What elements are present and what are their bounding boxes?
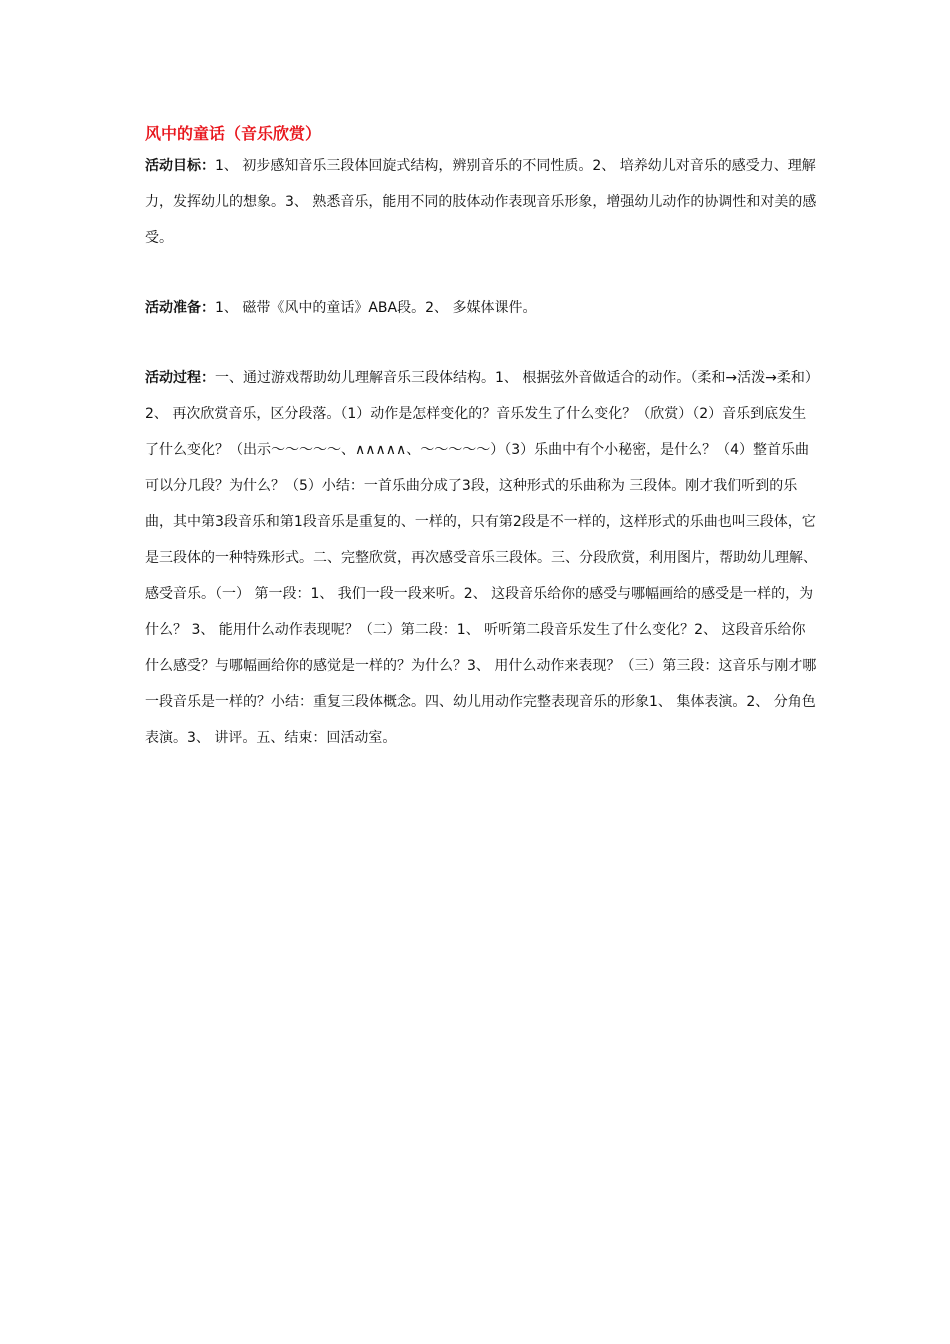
section-spacer xyxy=(145,326,817,360)
preparation-paragraph xyxy=(145,290,817,326)
document-title: 风中的童话（音乐欣赏） xyxy=(145,124,322,143)
goals-paragraph xyxy=(145,148,817,256)
goals-label: 活动目标： xyxy=(145,158,215,174)
preparation-text: 1、 磁带《风中的童话》ABA段。2、 多媒体课件。 xyxy=(215,300,537,316)
process-paragraph xyxy=(145,360,817,756)
process-text: 一、通过游戏帮助幼儿理解音乐三段体结构。1、 根据弦外音做适合的动作。（柔和→活泼→柔和）2、 再次欣赏音乐，区分段落。（1）动作是怎样变化的？音乐发生了什么变化？（欣赏）（2）音乐到底发生了什么变化？（出示～～～～～、∧∧∧∧∧、～～～～～）（3）乐曲中有个小秘密，是什么？（4）整首乐曲可以分几段？为什么？（5）小结：一首乐曲分成了3段，这种形式的乐曲称为 三段体。刚才我们听到的乐曲，其中第3段音乐和第1段音乐是重复的、一样的，只有第2段是不一样的，这样形式的乐曲也叫三段体，它是三段体的一种特殊形式。二、完整欣赏，再次感受音乐三段体。三、分段欣赏，利用图片，帮助幼儿理解、感受音乐。（一） 第一段：1、 我们一段一段来听。2、 这段音乐给你的感受与哪幅画给的感受是一样的，为什么？ 3、 能用什么动作表现呢？（二）第二段：1、 听听第二段音乐发生了什么变化？2、 这段音乐给你什么感受？与哪幅画给你的感觉是一样的？为什么？3、 用什么动作来表现？（三）第三段：这音乐与刚才哪一段音乐是一样的？小结：重复三段体概念。四、幼儿用动作完整表现音乐的形象1、 集体表演。2、 分角色表演。3、 讲评。五、结束：回活动室。 xyxy=(145,370,817,746)
goals-text: 1、 初步感知音乐三段体回旋式结构，辨别音乐的不同性质。2、 培养幼儿对音乐的感受力、理解力，发挥幼儿的想象。3、 熟悉音乐，能用不同的肢体动作表现音乐形象，增强幼儿动作的协调性和对美的感受。 xyxy=(145,158,817,246)
preparation-label: 活动准备： xyxy=(145,300,215,316)
document-page xyxy=(145,120,817,756)
process-label: 活动过程： xyxy=(145,370,215,386)
section-spacer xyxy=(145,256,817,290)
